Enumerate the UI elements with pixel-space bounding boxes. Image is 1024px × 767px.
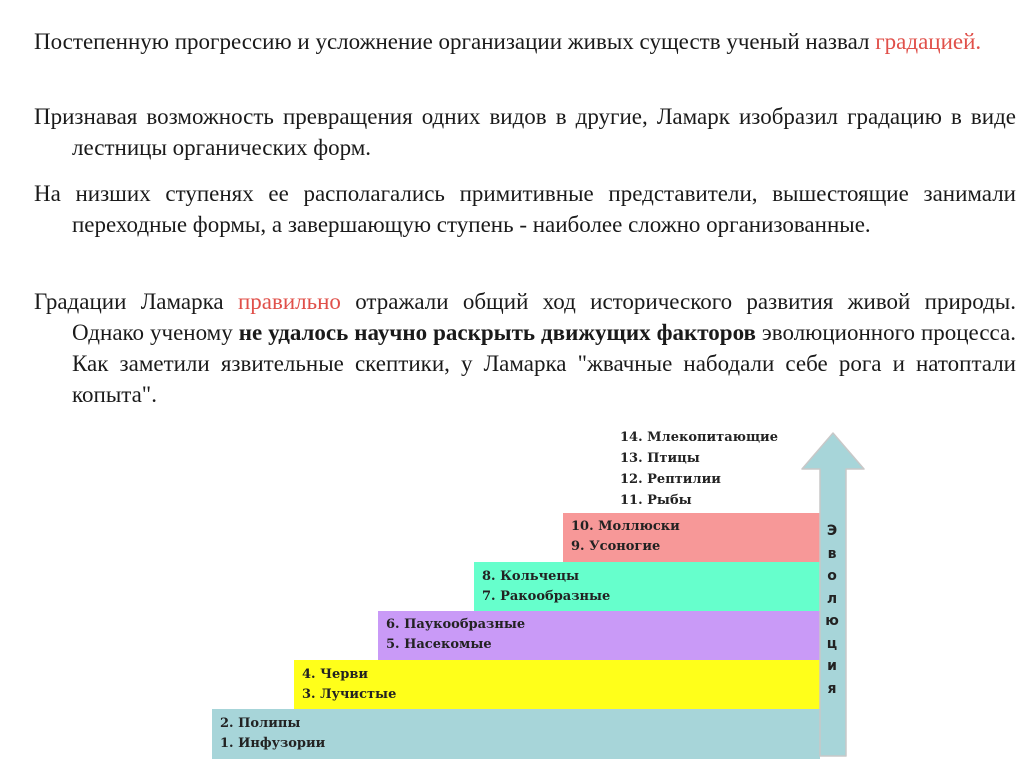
arrow-letter: и (827, 658, 837, 674)
step-label: 11. Рыбы (620, 493, 692, 508)
highlight-term-gradation: градацией. (875, 29, 982, 54)
step-label: 13. Птицы (620, 451, 700, 466)
paragraph-text: Постепенную прогрессию и усложнение организации живых существ ученый назвал (34, 29, 876, 54)
ladder-step-3 (378, 611, 820, 660)
step-label: 2. Полипы (220, 716, 301, 731)
bold-phrase-failure: не удалось научно раскрыть движущих факторов (238, 320, 756, 345)
paragraph-text: отражали общий ход исторического развития живой природы. Однако ученому (72, 289, 1017, 345)
paragraph-text: Градации Ламарка (34, 289, 238, 314)
ladder-step-top-vertebrates (612, 425, 817, 513)
step-label: 14. Млекопитающие (620, 430, 778, 445)
step-label: 9. Усоногие (571, 539, 661, 554)
highlight-word-correctly: правильно (237, 289, 341, 314)
step-label: 12. Рептилии (620, 472, 721, 487)
step-label: 1. Инфузории (220, 736, 326, 751)
paragraph-lamarck-critique (34, 286, 1016, 410)
ladder-step-2 (294, 660, 820, 709)
arrow-letter: в (827, 545, 837, 562)
step-label: 8. Кольчецы (482, 569, 580, 584)
paragraph-gradation-definition (34, 26, 1016, 57)
arrow-letter: я (827, 680, 837, 697)
ladder-step-5 (563, 513, 820, 562)
arrow-letter: л (826, 590, 838, 607)
ladder-step-4 (474, 562, 820, 611)
arrow-letter: ю (825, 613, 839, 629)
step-label: 7. Ракообразные (482, 589, 611, 604)
paragraph-ladder-description (34, 101, 1016, 163)
arrow-letter: Э (826, 523, 838, 539)
arrow-letter: ц (826, 635, 838, 652)
step-label: 3. Лучистые (302, 687, 397, 702)
step-label: 4. Черви (302, 667, 369, 682)
arrow-label-evolution (822, 520, 842, 700)
step-label: 5. Насекомые (386, 637, 492, 652)
paragraph-text: эволюционного процесса. Как заметили язвительные скептики, у Ламарка "жвачные набодали себе рога и натоптали копыта". (72, 320, 1016, 407)
ladder-step-1 (212, 709, 820, 759)
step-label: 6. Паукообразные (386, 617, 526, 632)
paragraph-text: На низших ступенях ее располагались примитивные представители, вышестоящие занимали переходные формы, а завершающую ступень - наиболее сложно организованные. (34, 181, 1016, 237)
paragraph-text: Признавая возможность превращения одних видов в другие, Ламарк изобразил градацию в виде лестницы органических форм. (34, 104, 1016, 160)
paragraph-steps-description (34, 178, 1016, 240)
arrow-letter: о (827, 568, 837, 584)
step-label: 10. Моллюски (571, 519, 680, 534)
